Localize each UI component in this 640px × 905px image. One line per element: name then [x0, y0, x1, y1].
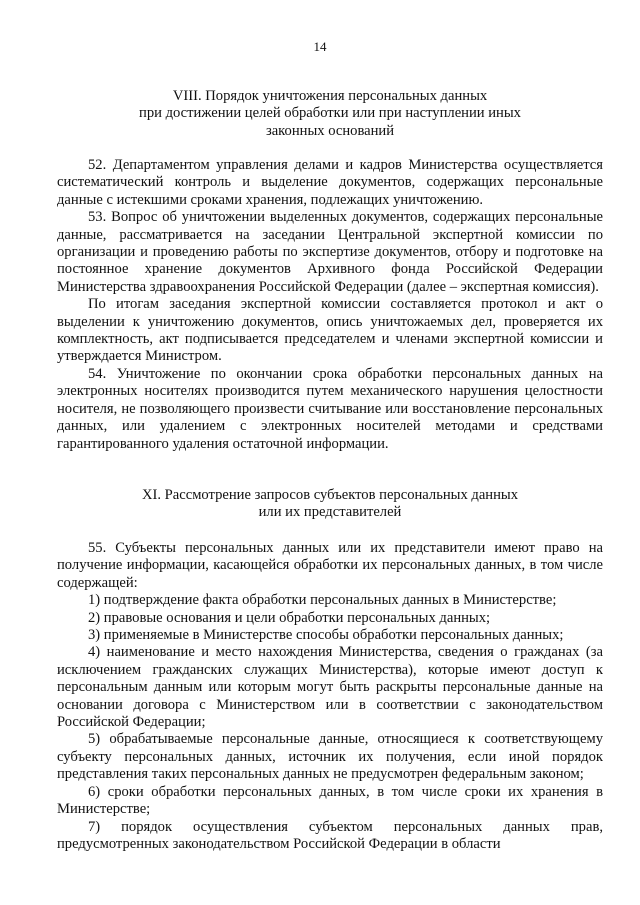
- section-11-title-line-2: или их представителей: [258, 504, 402, 521]
- section-8-title-line-1: VIII. Порядок уничтожения персональных данных: [172, 88, 488, 104]
- paragraph-53: 53. Вопрос об уничтожении выделенных документов, содержащих персональные данные, рассматривается на заседании Центральной экспертной комиссии по организации и проведению работы по экспертизе документов, отбору и подготовке на постоянное хранение документов Архивного фонда Российской Федерации Министерства здравоохранения Российской Федерации (далее – экспертная комиссия).: [57, 209, 603, 295]
- section-8-body: [57, 157, 603, 453]
- list-item-6: 6) сроки обработки персональных данных, в том числе сроки их хранения в Министерстве;: [57, 783, 603, 818]
- list-item-7: 7) порядок осуществления субъектом персональных данных прав, предусмотренных законодательством Российской Федерации в области: [57, 818, 603, 852]
- section-11-heading: [58, 487, 602, 522]
- section-8-heading: [58, 88, 602, 140]
- section-8-title-line-2: при достижении целей обработки или при наступлении иных: [139, 105, 521, 122]
- list-item-1: 1) подтверждение факта обработки персональных данных в Министерстве;: [88, 592, 557, 609]
- paragraph-55: 55. Субъекты персональных данных или их представители имеют право на получение информации, касающейся обработки их персональных данных, в том числе содержащей:: [57, 540, 603, 591]
- section-11-title-line-1: XI. Рассмотрение запросов субъектов персональных данных: [141, 487, 519, 503]
- paragraph-54: 54. Уничтожение по окончании срока обработки персональных данных на электронных носителях производится путем механического нарушения целостности носителя, не позволяющего произвести считывание или восстановление персональных данных, или удалением с электронных носителей методами и средствами гарантированного удаления остаточной информации.: [57, 365, 603, 452]
- paragraph-53-continued: По итогам заседания экспертной комиссии составляется протокол и акт о выделении к уничтожению документов, опись уничтожаемых дел, проверяется их комплектность, акт подписывается председателем и членами экспертной комиссии и утверждается Министром.: [57, 296, 603, 365]
- list-item-4: 4) наименование и место нахождения Министерства, сведения о гражданах (за исключением гражданских служащих Министерства), которые имеют доступ к персональным данным или которым могут быть раскрыты персональные данные на основании договора с Министерством или в соответствии с законодательством Российской Федерации;: [57, 644, 603, 731]
- section-8-title-line-3: законных оснований: [265, 122, 395, 139]
- list-item-2: 2) правовые основания и цели обработки персональных данных;: [88, 609, 491, 626]
- list-item-5: 5) обрабатываемые персональные данные, относящиеся к соответствующему субъекту персональных данных, источник их получения, если иной порядок представления таких персональных данных не предусмотрен федеральным законом;: [57, 731, 603, 783]
- list-item-3: 3) применяемые в Министерстве способы обработки персональных данных;: [88, 627, 564, 644]
- paragraph-52: 52. Департаментом управления делами и кадров Министерства осуществляется систематический контроль и выделение документов, содержащих персональные данные с истекшими сроками хранения, подлежащих уничтожению.: [57, 157, 603, 208]
- section-11-body: [57, 540, 603, 853]
- page-number: 14: [313, 39, 327, 54]
